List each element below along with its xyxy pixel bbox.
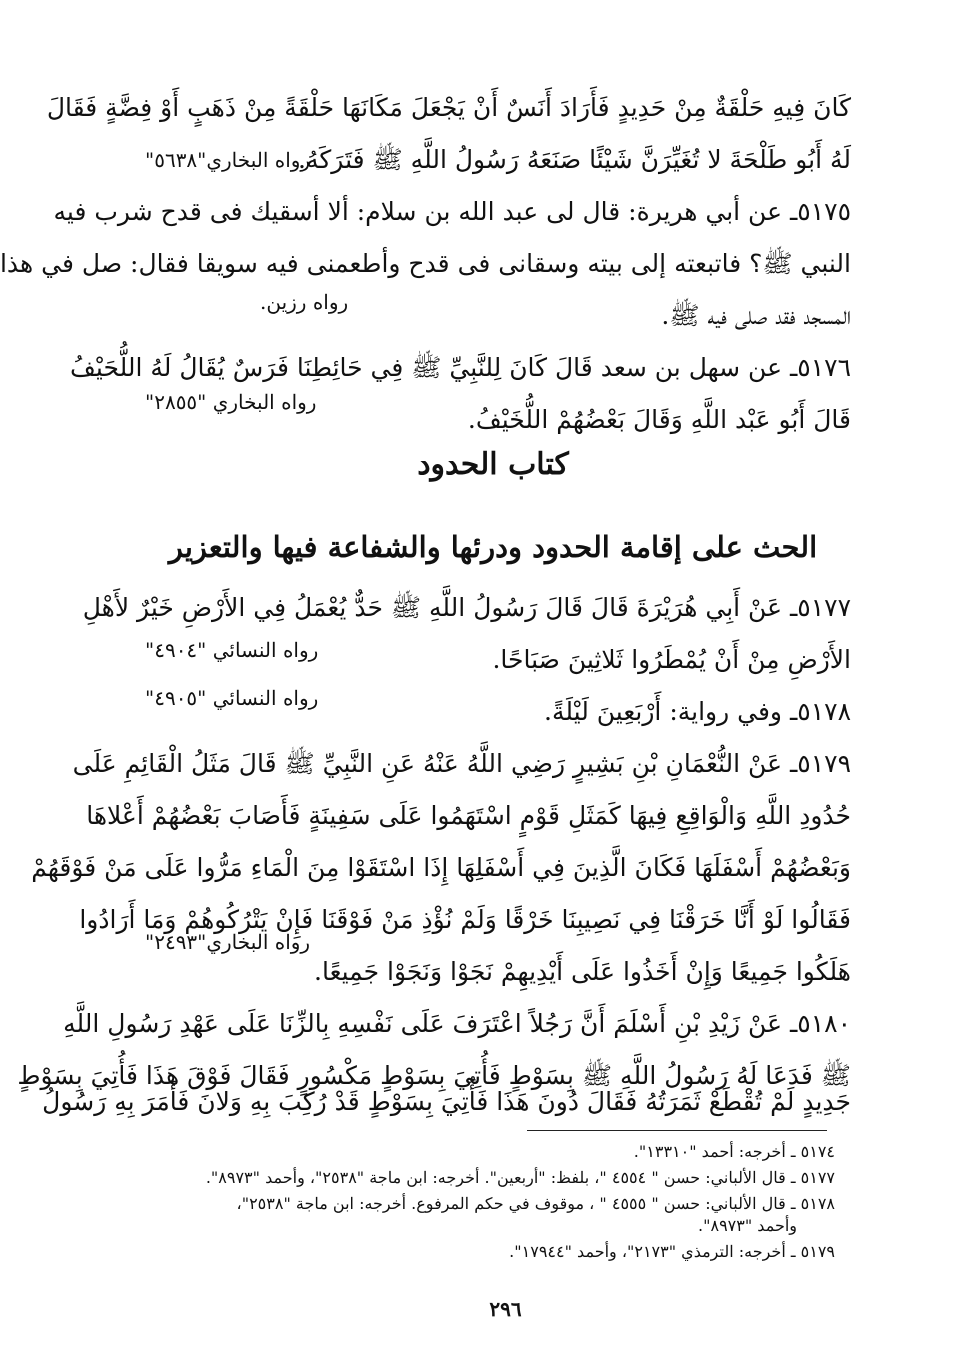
footnote: ٥١٧٧ ـ قال الألباني: حسن " ٤٥٥٤ "، بلفظ: "أربعين". أخرجه: ابن ماجة "٢٥٣٨"، وأحمد "٨٩٧٣".: [205, 1168, 835, 1187]
text-line: ﷺ فَدَعَا لَهُ رَسُولُ اللَّهِ ﷺ بِسَوْطٍ فَأُتِيَ بِسَوْطٍ مَكْسُورٍ فَقَالَ فَوْقَ هَذَا فَأُتِيَ بِسَوْطٍ: [17, 1061, 851, 1090]
text-line: ٥١٧٦ـ عن سهل بن سعد قَالَ كَانَ لِلنَّبِيِّ ﷺ فِي حَائِطِنَا فَرَسٌ يُقَالُ لَهُ اللُّحَيْفُ: [70, 353, 851, 382]
text-line: ٥١٧٧ـ عَنْ أَبِي هُرَيْرَةَ قَالَ قَالَ رَسُولُ اللَّهِ ﷺ حَدٌّ يُعْمَلُ فِي الأَرْضِ خَيْرٌ لأَهْلِ: [82, 593, 851, 622]
text-line: ٥١٧٥ـ عن أبي هريرة: قال لى عبد الله بن سلام: ألا أسقيك فى قدح شرب فيه: [53, 197, 851, 226]
text-line: جَدِيدٍ لَمْ تُقْطَعْ ثَمَرَتُهُ فَقَالَ دُونَ هَذَا فَأُتِيَ بِسَوْطٍ قَدْ رُكِبَ بِهِ وَلانَ فَأَمَرَ بِهِ رَسُولُ: [42, 1087, 851, 1116]
hadith-reference: رواه البخاري "٢٨٥٥": [145, 390, 317, 414]
footnote-separator: [527, 1130, 827, 1131]
text-line: لَهُ أَبُو طَلْحَةَ لا تُغَيِّرَنَّ شَيْئًا صَنَعَهُ رَسُولُ اللَّهِ ﷺ فَتَرَكَهُ.: [298, 145, 851, 174]
text-line: الأَرْضِ مِنْ أَنْ يُمْطَرُوا ثَلاثِينَ صَبَاحًا.: [492, 645, 851, 674]
hadith-reference: رواه النسائي "٤٩٠٥": [145, 686, 319, 710]
text-line: كَانَ فِيهِ حَلْقَةٌ مِنْ حَدِيدٍ فَأَرَادَ أَنَسٌ أَنْ يَجْعَلَ مَكَانَهَا حَلْقَةً مِنْ ذَهَبٍ أَوْ فِضَّةٍ فَقَالَ: [46, 93, 851, 122]
hadith-reference: رواه البخاري"٥٦٣٨": [145, 148, 311, 172]
footnote: وأحمد "٨٩٧٣".: [698, 1216, 797, 1235]
text-line: فَقَالُوا لَوْ أَنَّا خَرَقْنَا فِي نَصِيبِنَا خَرْقًا وَلَمْ نُؤْذِ مَنْ فَوْقَنَا فَإِنْ يَتْرُكُوهُمْ وَمَا أَرَادُوا: [79, 905, 851, 934]
book-title: كتاب الحدود: [417, 447, 569, 482]
text-line: المسجد فقد صلى فيه ﷺ.: [661, 301, 851, 330]
hadith-reference: رواه البخاري"٢٤٩٣": [145, 930, 311, 954]
text-line: ٥١٧٨ـ وفي رواية: أَرْبَعِينَ لَيْلَةً.: [544, 697, 851, 726]
hadith-reference: رواه النسائي "٤٩٠٤": [145, 638, 319, 662]
chapter-title: الحث على إقامة الحدود ودرئها والشفاعة فيها والتعزير: [168, 530, 818, 564]
text-line: حُدُودِ اللَّهِ وَالْوَاقِعِ فِيهَا كَمَثَلِ قَوْمٍ اسْتَهَمُوا عَلَى سَفِينَةٍ فَأَصَابَ بَعْضُهُمْ أَعْلاهَا: [86, 801, 851, 830]
text-line: قَالَ أَبُو عَبْد اللَّهِ وَقَالَ بَعْضُهُمْ اللُّخَيْفُ.: [467, 405, 851, 434]
text-line: ٥١٨٠ـ عَنْ زَيْدِ بْنِ أَسْلَمَ أَنَّ رَجُلاً اعْتَرَفَ عَلَى نَفْسِهِ بِالزِّنَا عَلَى عَهْدِ رَسُولِ اللَّهِ: [63, 1009, 851, 1038]
footnote: ٥١٧٨ ـ قال الألباني: حسن " ٤٥٥٥ " ، موقوف في حكم المرفوع. أخرجه: ابن ماجة "٢٥٣٨"،: [236, 1194, 835, 1213]
hadith-reference: رواه رزين.: [260, 290, 349, 314]
footnote: ٥١٧٤ ـ أخرجه: أحمد "١٣٣١٠".: [633, 1142, 835, 1161]
footnote: ٥١٧٩ ـ أخرجه: الترمذي "٢١٧٣"، وأحمد "١٧٩٤٤".: [509, 1242, 835, 1261]
text-line: وَبَعْضُهُمْ أَسْفَلَهَا فَكَانَ الَّذِينَ فِي أَسْفَلِهَا إِذَا اسْتَقَوْا مِنَ الْمَاءِ مَرُّوا عَلَى مَنْ فَوْقَهُمْ: [31, 853, 851, 882]
text-line: ٥١٧٩ـ عَنْ النُّعْمَانِ بْنِ بَشِيرٍ رَضِي اللَّهُ عَنْهُ عَنِ النَّبِيِّ ﷺ قَالَ مَثَلُ الْقَائِمِ عَلَى: [72, 749, 851, 778]
page-number: ٢٩٦: [489, 1297, 522, 1321]
text-line: هَلَكُوا جَمِيعًا وَإِنْ أَخَذُوا عَلَى أَيْدِيهِمْ نَجَوْا وَنَجَوْا جَمِيعًا.: [314, 957, 851, 986]
text-line: النبي ﷺ؟ فاتبعته إلى بيته وسقانى فى قدح وأطعمنى فيه سويقا فقال: صل في هذا: [0, 249, 851, 278]
